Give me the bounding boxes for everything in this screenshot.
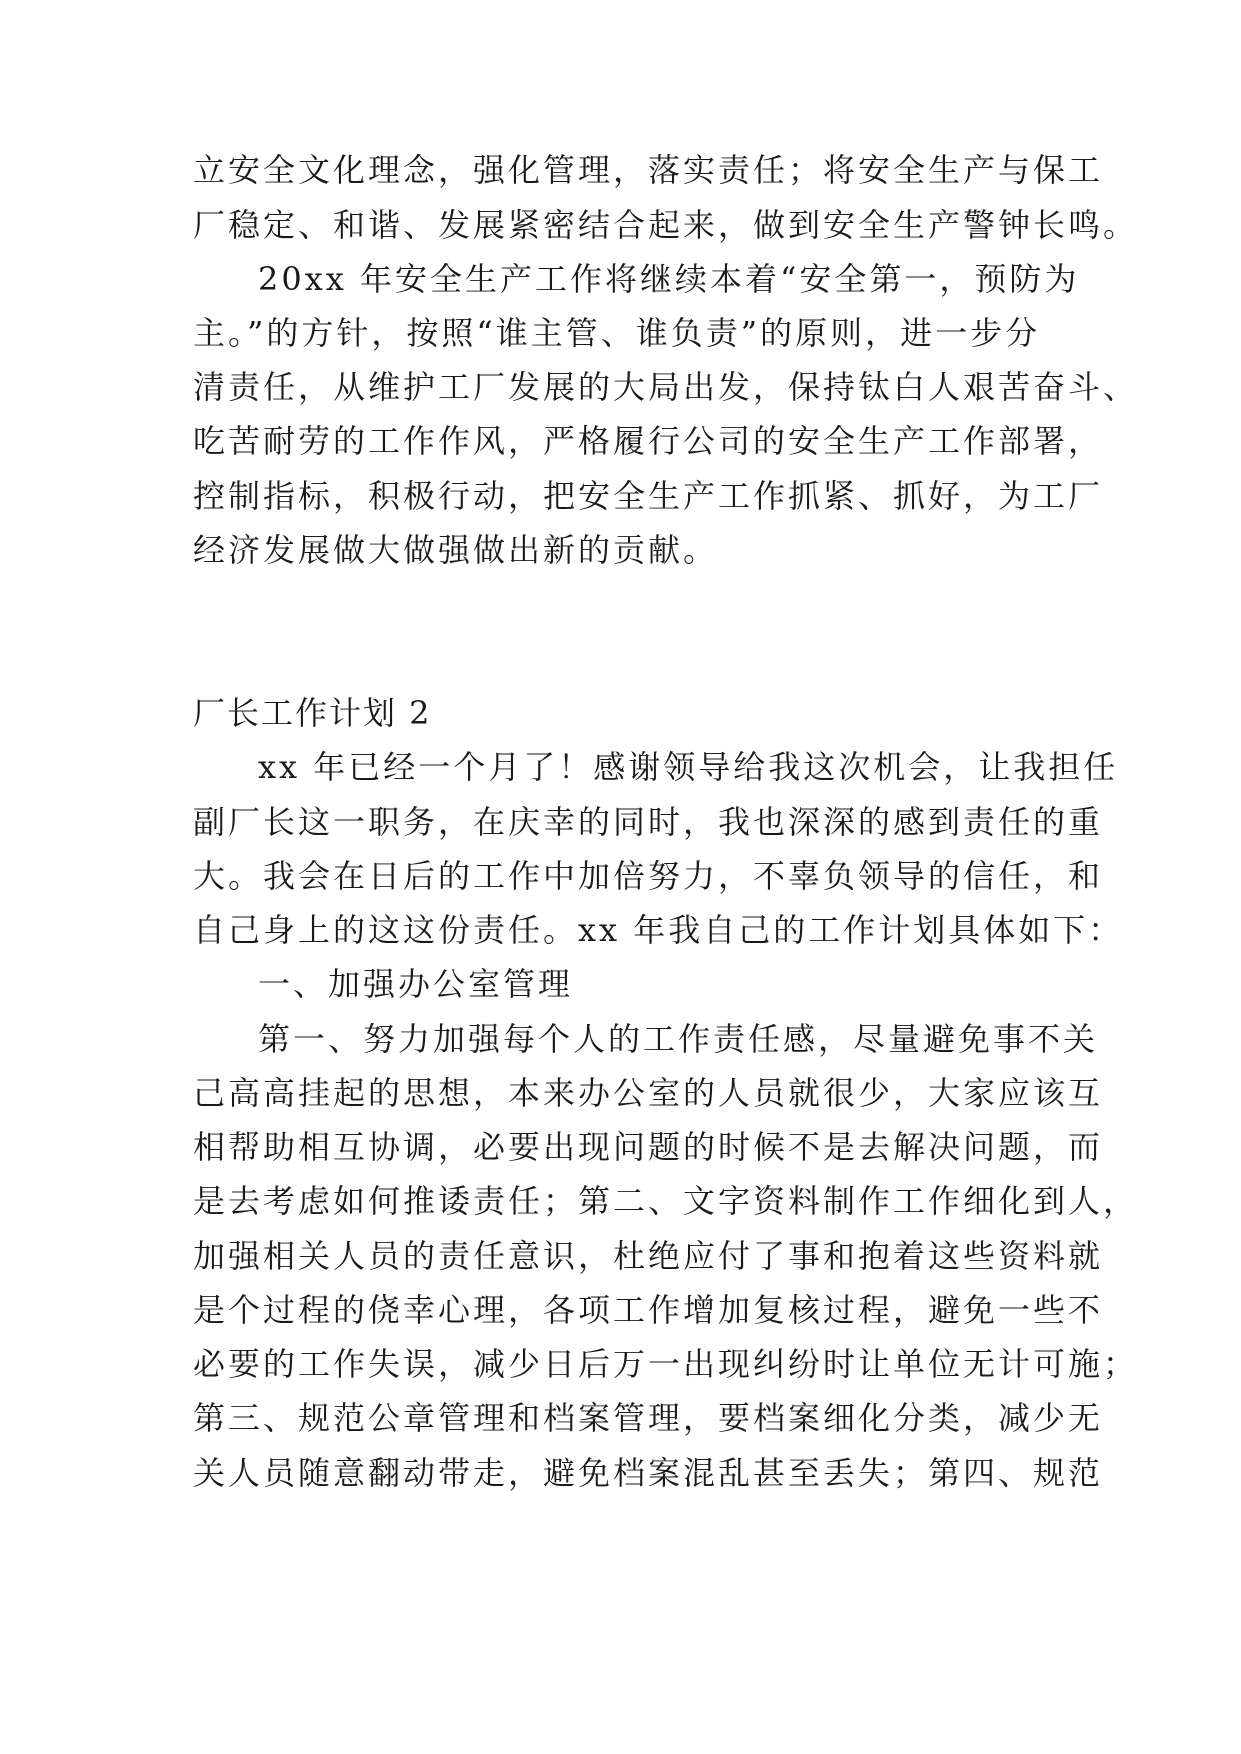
text-line: 吃苦耐劳的工作作风，严格履行公司的安全生产工作部署， bbox=[193, 422, 1104, 460]
text-line: 经济发展做大做强做出新的贡献。 bbox=[193, 531, 719, 569]
text-line: 是个过程的侥幸心理，各项工作增加复核过程，避免一些不 bbox=[193, 1291, 1104, 1329]
subsection-heading: 一、加强办公室管理 bbox=[258, 965, 574, 1003]
text-line: 主。”的方针，按照“谁主管、谁负责”的原则，进一步分 bbox=[193, 314, 1041, 352]
text-line: 第三、规范公章管理和档案管理，要档案细化分类，减少无 bbox=[193, 1399, 1104, 1437]
paragraph-first-line: xx 年已经一个月了！感谢领导给我这次机会，让我担任 bbox=[258, 748, 1119, 786]
text-line: 厂稳定、和谐、发展紧密结合起来，做到安全生产警钟长鸣。 bbox=[193, 206, 1139, 244]
paragraph-first-line: 20xx 年安全生产工作将继续本着“安全第一，预防为 bbox=[258, 260, 1080, 298]
text-line: 自己身上的这这份责任。xx 年我自己的工作计划具体如下： bbox=[193, 911, 1124, 949]
paragraph-first-line: 第一、努力加强每个人的工作责任感，尽量避免事不关 bbox=[258, 1020, 1099, 1058]
text-line: 必要的工作失误，减少日后万一出现纠纷时让单位无计可施； bbox=[193, 1345, 1139, 1383]
text-line: 清责任，从维护工厂发展的大局出发，保持钛白人艰苦奋斗、 bbox=[193, 368, 1139, 406]
text-line: 加强相关人员的责任意识，杜绝应付了事和抱着这些资料就 bbox=[193, 1237, 1104, 1275]
text-line: 控制指标，积极行动，把安全生产工作抓紧、抓好，为工厂 bbox=[193, 477, 1104, 515]
text-line: 大。我会在日后的工作中加倍努力，不辜负领导的信任，和 bbox=[193, 857, 1104, 895]
text-line: 是去考虑如何推诿责任；第二、文字资料制作工作细化到人， bbox=[193, 1182, 1139, 1220]
text-line: 副厂长这一职务，在庆幸的同时，我也深深的感到责任的重 bbox=[193, 803, 1104, 841]
text-line: 立安全文化理念，强化管理，落实责任；将安全生产与保工 bbox=[193, 151, 1104, 189]
text-line: 相帮助相互协调，必要出现问题的时候不是去解决问题，而 bbox=[193, 1128, 1104, 1166]
text-line: 关人员随意翻动带走，避免档案混乱甚至丢失；第四、规范 bbox=[193, 1454, 1104, 1492]
section-heading: 厂长工作计划 2 bbox=[193, 694, 432, 732]
text-line: 己高高挂起的思想，本来办公室的人员就很少，大家应该互 bbox=[193, 1074, 1104, 1112]
